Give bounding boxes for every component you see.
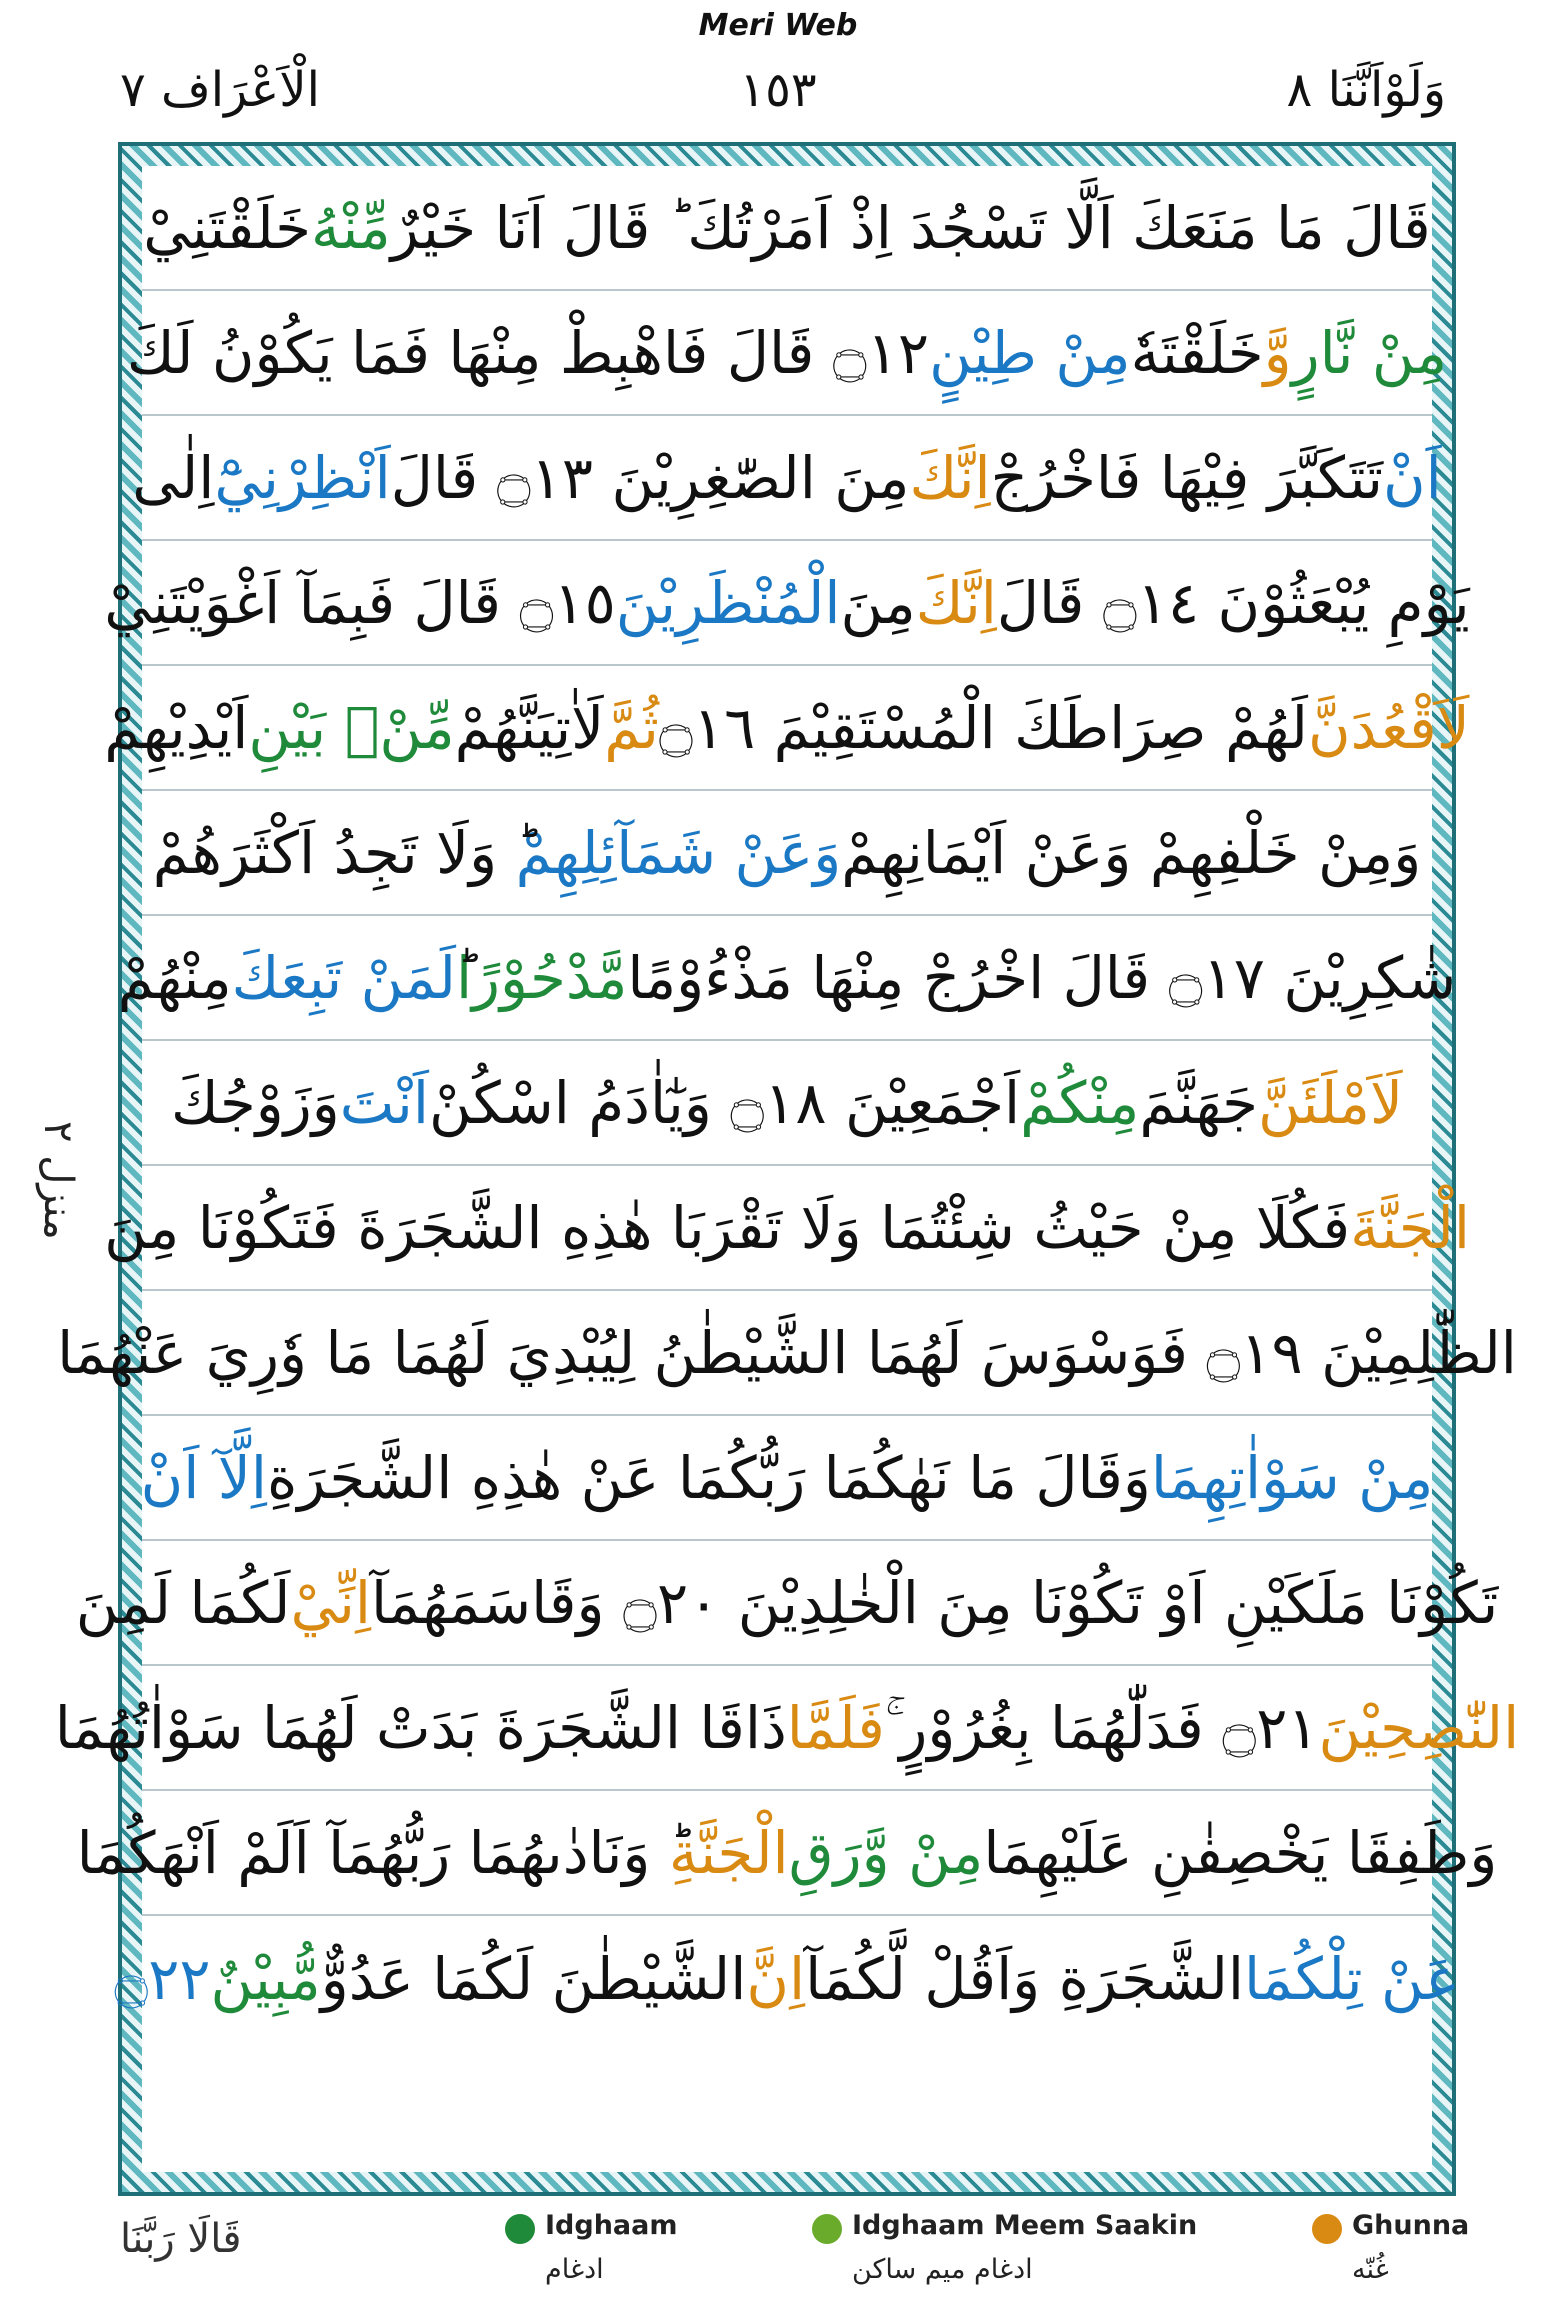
verse-segment: اَنْظِرْنِيْٓ [214, 443, 391, 512]
verse-line [142, 166, 1432, 291]
verse-segment: ذَاقَا الشَّجَرَةَ بَدَتْ لَهُمَا سَوْاٰتُهُمَا [54, 1693, 787, 1762]
verse-segment: مِنْكُمْ [1020, 1068, 1140, 1137]
verse-line [104, 541, 1470, 666]
verse-segment: اِلٰى [132, 443, 215, 512]
legend-label-ar: ادغام [545, 2254, 604, 2285]
verse-segment: مُّبِيْنٌ [210, 1944, 321, 2013]
verse-segment: اِنَّكَ [915, 568, 997, 637]
verse-line [117, 916, 1457, 1041]
verse-segment: ؕ وَلَا تَجِدُ اَكْثَرَهُمْ [152, 818, 516, 887]
verse-line [114, 1916, 1460, 2041]
verse-segment: تَكُوْنَا مَلَكَيْنِ اَوْ تَكُوْنَا مِنَ الْخٰلِدِيْنَ ۝٢٠ وَقَاسَمَهُمَآ [371, 1568, 1499, 1637]
site-title: Meri Web [698, 8, 858, 43]
verse-segment: وَطَفِقَا يَخْصِفٰنِ عَلَيْهِمَا [983, 1818, 1498, 1887]
verse-segment: الْمُنْظَرِيْنَ [615, 568, 841, 637]
verse-line [142, 791, 1432, 916]
verse-segment: ۝١٥ قَالَ فَبِمَآ اَغْوَيْتَنِيْ [104, 568, 616, 637]
verse-segment: قَالَ مَا مَنَعَكَ اَلَّا تَسْجُدَ اِذْ اَمَرْتُكَ ؕ قَالَ اَنَا خَيْرٌ [390, 193, 1431, 262]
legend-label-ar: ادغام ميم ساكن [852, 2254, 1033, 2285]
verse-segment: لَهُمْ صِرَاطَكَ الْمُسْتَقِيْمَ ۝١٦ [658, 693, 1308, 762]
verse-segment: مِنْ طِيْنٍ [929, 318, 1131, 387]
verse-line [104, 1166, 1470, 1291]
verse-segment: اِنَّكَ [909, 443, 991, 512]
legend-label-en: Idghaam [545, 2210, 678, 2241]
verse-segment: فَلَمَّا [786, 1693, 885, 1762]
verse-segment: لَاٰتِيَنَّهُمْ [454, 693, 605, 762]
verse-line [75, 1541, 1499, 1666]
verse-segment: مِنْ وَّرَقِ [788, 1818, 984, 1887]
verse-segment: شٰكِرِيْنَ ۝١٧ قَالَ اخْرُجْ مِنْهَا مَذْءُوْمًا [627, 943, 1457, 1012]
juz-name-header: وَلَوْاَنَّنَا ٨ [1286, 62, 1446, 118]
verse-segment: وَزَوْجُكَ [170, 1068, 340, 1137]
verse-line [54, 1666, 1520, 1791]
verse-segment: ثُمَّ [604, 693, 659, 762]
verse-line [104, 666, 1470, 791]
green-dot-icon [505, 2214, 535, 2244]
legend-label-en: Idghaam Meem Saakin [852, 2210, 1198, 2241]
verse-segment: مِنْ نَّارٍ [1291, 318, 1448, 387]
verse-segment: جَهَنَّمَ [1139, 1068, 1259, 1137]
verse-segment: وَعَنْ شَمَآئِلِهِمْ [515, 818, 842, 887]
verse-segment: مِنْ سَوْاٰتِهِمَا [1150, 1443, 1434, 1512]
verse-segment: الشَّجَرَةِ وَاَقُلْ لَّكُمَآ [805, 1944, 1244, 2013]
verse-segment: اِنَّ [746, 1944, 806, 2013]
page-footer [0, 2210, 1556, 2303]
verse-segment: ۝٢١ فَدَلّٰهُمَا بِغُرُوْرٍ ۚ [884, 1693, 1319, 1762]
verse-segment: مِنَ الصّٰغِرِيْنَ ۝١٣ قَالَ [390, 443, 910, 512]
verse-segment: فَكُلَا مِنْ حَيْثُ شِئْتُمَا وَلَا تَقْرَبَا هٰذِهِ الشَّجَرَةَ فَتَكُوْنَا مِنَ [104, 1193, 1351, 1262]
verse-segment: لَمَنْ تَبِعَكَ [231, 943, 456, 1012]
verse-segment: النّٰصِحِيْنَ [1318, 1693, 1520, 1762]
verse-line [132, 416, 1442, 541]
verse-segment: تَتَكَبَّرَ فِيْهَا فَاخْرُجْ [990, 443, 1383, 512]
verse-segment: مِنَ [840, 568, 916, 637]
verse-segment: اَيْدِيْهِمْ [104, 693, 249, 762]
page-number: ١٥٣ [739, 62, 817, 118]
verse-segment: مِّنْۢ بَيْنِ [248, 693, 455, 762]
verse-segment: اِلَّآ اَنْ [140, 1443, 267, 1512]
verse-line [76, 1791, 1498, 1916]
verse-segment: اَجْمَعِيْنَ ۝١٨ وَيٰٓاٰدَمُ اسْكُنْ [428, 1068, 1021, 1137]
legend-label-ar: غُنّه [1352, 2254, 1389, 2285]
verse-segment: لَاَمْلَئَنَّ [1258, 1068, 1404, 1137]
verse-segment: اِنِّيْ [290, 1568, 372, 1637]
light-green-dot-icon [812, 2214, 842, 2244]
verse-segment: مِّنْهُ [311, 193, 391, 262]
verse-line [57, 1291, 1517, 1416]
verse-segment: اَنْ [1383, 443, 1442, 512]
verse-segment: اَنْتَ [339, 1068, 429, 1137]
verse-line [142, 1041, 1432, 1166]
verse-segment: خَلَقْتَهٗ [1130, 318, 1264, 387]
verse-segment: الظّٰلِمِيْنَ ۝١٩ فَوَسْوَسَ لَهُمَا الشَّيْطٰنُ لِيُبْدِيَ لَهُمَا مَا وٗرِيَ عَنْهُمَا [57, 1318, 1517, 1387]
verse-segment: عَنْ تِلْكُمَا [1244, 1944, 1460, 2013]
verse-segment: الْجَنَّةِ [668, 1818, 789, 1887]
surah-name-header: الْاَعْرَاف ٧ [120, 62, 320, 118]
orange-dot-icon [1312, 2214, 1342, 2244]
verse-segment: ۝٢٢ [114, 1944, 211, 2013]
verse-line [126, 291, 1448, 416]
verse-segment: لَاَقْعُدَنَّ [1307, 693, 1470, 762]
verse-segment: مَّدْحُوْرًا [455, 943, 628, 1012]
catchword: قَالَا رَبَّنَا [120, 2216, 242, 2262]
verse-segment: خَلَقْتَنِيْ [143, 193, 312, 262]
verse-segment: وَقَالَ مَا نَهٰكُمَا رَبُّكُمَا عَنْ هٰذِهِ الشَّجَرَةِ [266, 1443, 1151, 1512]
verse-segment: يَوْمِ يُبْعَثُوْنَ ۝١٤ قَالَ [996, 568, 1470, 637]
verse-segment: مِنْهُمْ [117, 943, 232, 1012]
manzil-marker: منزل ٢ [35, 1120, 81, 1240]
verse-segment: ۝١٢ قَالَ فَاهْبِطْ مِنْهَا فَمَا يَكُوْنُ لَكَ [126, 318, 930, 387]
verse-segment: الشَّيْطٰنَ لَكُمَا عَدُوٌّ [320, 1944, 747, 2013]
verse-segment: ؕ وَنَادٰىهُمَا رَبُّهُمَآ اَلَمْ اَنْهَكُمَا [76, 1818, 669, 1887]
verse-segment: وَمِنْ خَلْفِهِمْ وَعَنْ اَيْمَانِهِمْ [841, 818, 1422, 887]
legend-label-en: Ghunna [1352, 2210, 1470, 2241]
verse-segment: وَّ [1263, 318, 1292, 387]
verse-segment: الْجَنَّةَ [1350, 1193, 1470, 1262]
verse-line [142, 1416, 1432, 1541]
verse-segment: لَكُمَا لَمِنَ [75, 1568, 291, 1637]
